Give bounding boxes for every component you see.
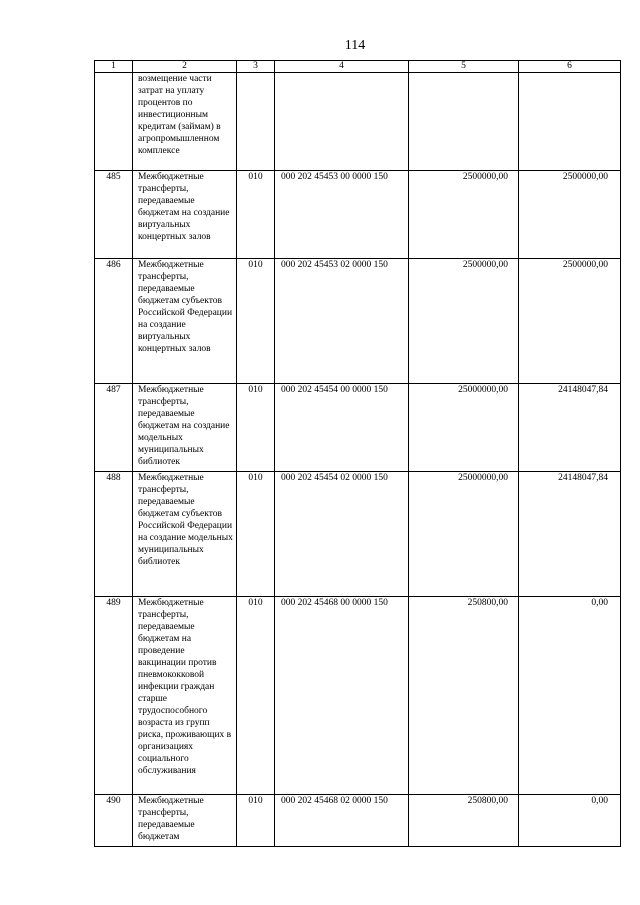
row-planned-amount: 250800,00 (409, 597, 519, 795)
row-admin-code: 010 (237, 171, 275, 259)
header-col-2: 2 (133, 61, 237, 73)
table-row (95, 171, 621, 259)
row-planned-amount (409, 73, 519, 171)
row-admin-code (237, 73, 275, 171)
header-col-4: 4 (275, 61, 409, 73)
table-row (95, 384, 621, 472)
row-name: Межбюджетные трансферты, передаваемые бюджетам субъектов Российской Федерации на создание модельных муниципальных библиотек (133, 472, 237, 597)
row-number (95, 73, 133, 171)
budget-table (94, 60, 621, 847)
row-budget-code: 000 202 45468 00 0000 150 (275, 597, 409, 795)
row-number: 487 (95, 384, 133, 472)
table-header-row (95, 61, 621, 73)
row-name: Межбюджетные трансферты, передаваемые бюджетам на создание виртуальных концертных залов (133, 171, 237, 259)
row-planned-amount: 25000000,00 (409, 384, 519, 472)
table-row (95, 259, 621, 384)
row-admin-code: 010 (237, 259, 275, 384)
table-row (95, 597, 621, 795)
row-planned-amount: 250800,00 (409, 795, 519, 847)
row-actual-amount: 0,00 (519, 597, 621, 795)
row-name: Межбюджетные трансферты, передаваемые бюджетам субъектов Российской Федерации на создание виртуальных концертных залов (133, 259, 237, 384)
row-budget-code: 000 202 45468 02 0000 150 (275, 795, 409, 847)
row-number: 490 (95, 795, 133, 847)
row-planned-amount: 2500000,00 (409, 259, 519, 384)
table-row (95, 795, 621, 847)
header-col-1: 1 (95, 61, 133, 73)
table-row (95, 472, 621, 597)
header-col-3: 3 (237, 61, 275, 73)
row-actual-amount: 24148047,84 (519, 384, 621, 472)
row-admin-code: 010 (237, 384, 275, 472)
row-number: 488 (95, 472, 133, 597)
row-budget-code: 000 202 45454 00 0000 150 (275, 384, 409, 472)
row-actual-amount: 0,00 (519, 795, 621, 847)
row-number: 485 (95, 171, 133, 259)
row-budget-code: 000 202 45453 00 0000 150 (275, 171, 409, 259)
row-budget-code (275, 73, 409, 171)
row-admin-code: 010 (237, 795, 275, 847)
row-number: 489 (95, 597, 133, 795)
row-actual-amount: 24148047,84 (519, 472, 621, 597)
row-actual-amount: 2500000,00 (519, 171, 621, 259)
row-number: 486 (95, 259, 133, 384)
row-budget-code: 000 202 45453 02 0000 150 (275, 259, 409, 384)
header-col-6: 6 (519, 61, 621, 73)
row-actual-amount (519, 73, 621, 171)
row-planned-amount: 25000000,00 (409, 472, 519, 597)
row-admin-code: 010 (237, 597, 275, 795)
row-name: возмещение части затрат на уплату процентов по инвестиционным кредитам (займам) в агропромышленном комплексе (133, 73, 237, 171)
row-planned-amount: 2500000,00 (409, 171, 519, 259)
row-name: Межбюджетные трансферты, передаваемые бюджетам на создание модельных муниципальных библиотек (133, 384, 237, 472)
table-row (95, 73, 621, 171)
row-actual-amount: 2500000,00 (519, 259, 621, 384)
header-col-5: 5 (409, 61, 519, 73)
page-number: 114 (344, 38, 366, 53)
row-name: Межбюджетные трансферты, передаваемые бюджетам на проведение вакцинации против пневмококковой инфекции граждан старше трудоспособного возраста из групп риска, проживающих в организациях социального обслуживания (133, 597, 237, 795)
row-name: Межбюджетные трансферты, передаваемые бюджетам (133, 795, 237, 847)
row-admin-code: 010 (237, 472, 275, 597)
row-budget-code: 000 202 45454 02 0000 150 (275, 472, 409, 597)
